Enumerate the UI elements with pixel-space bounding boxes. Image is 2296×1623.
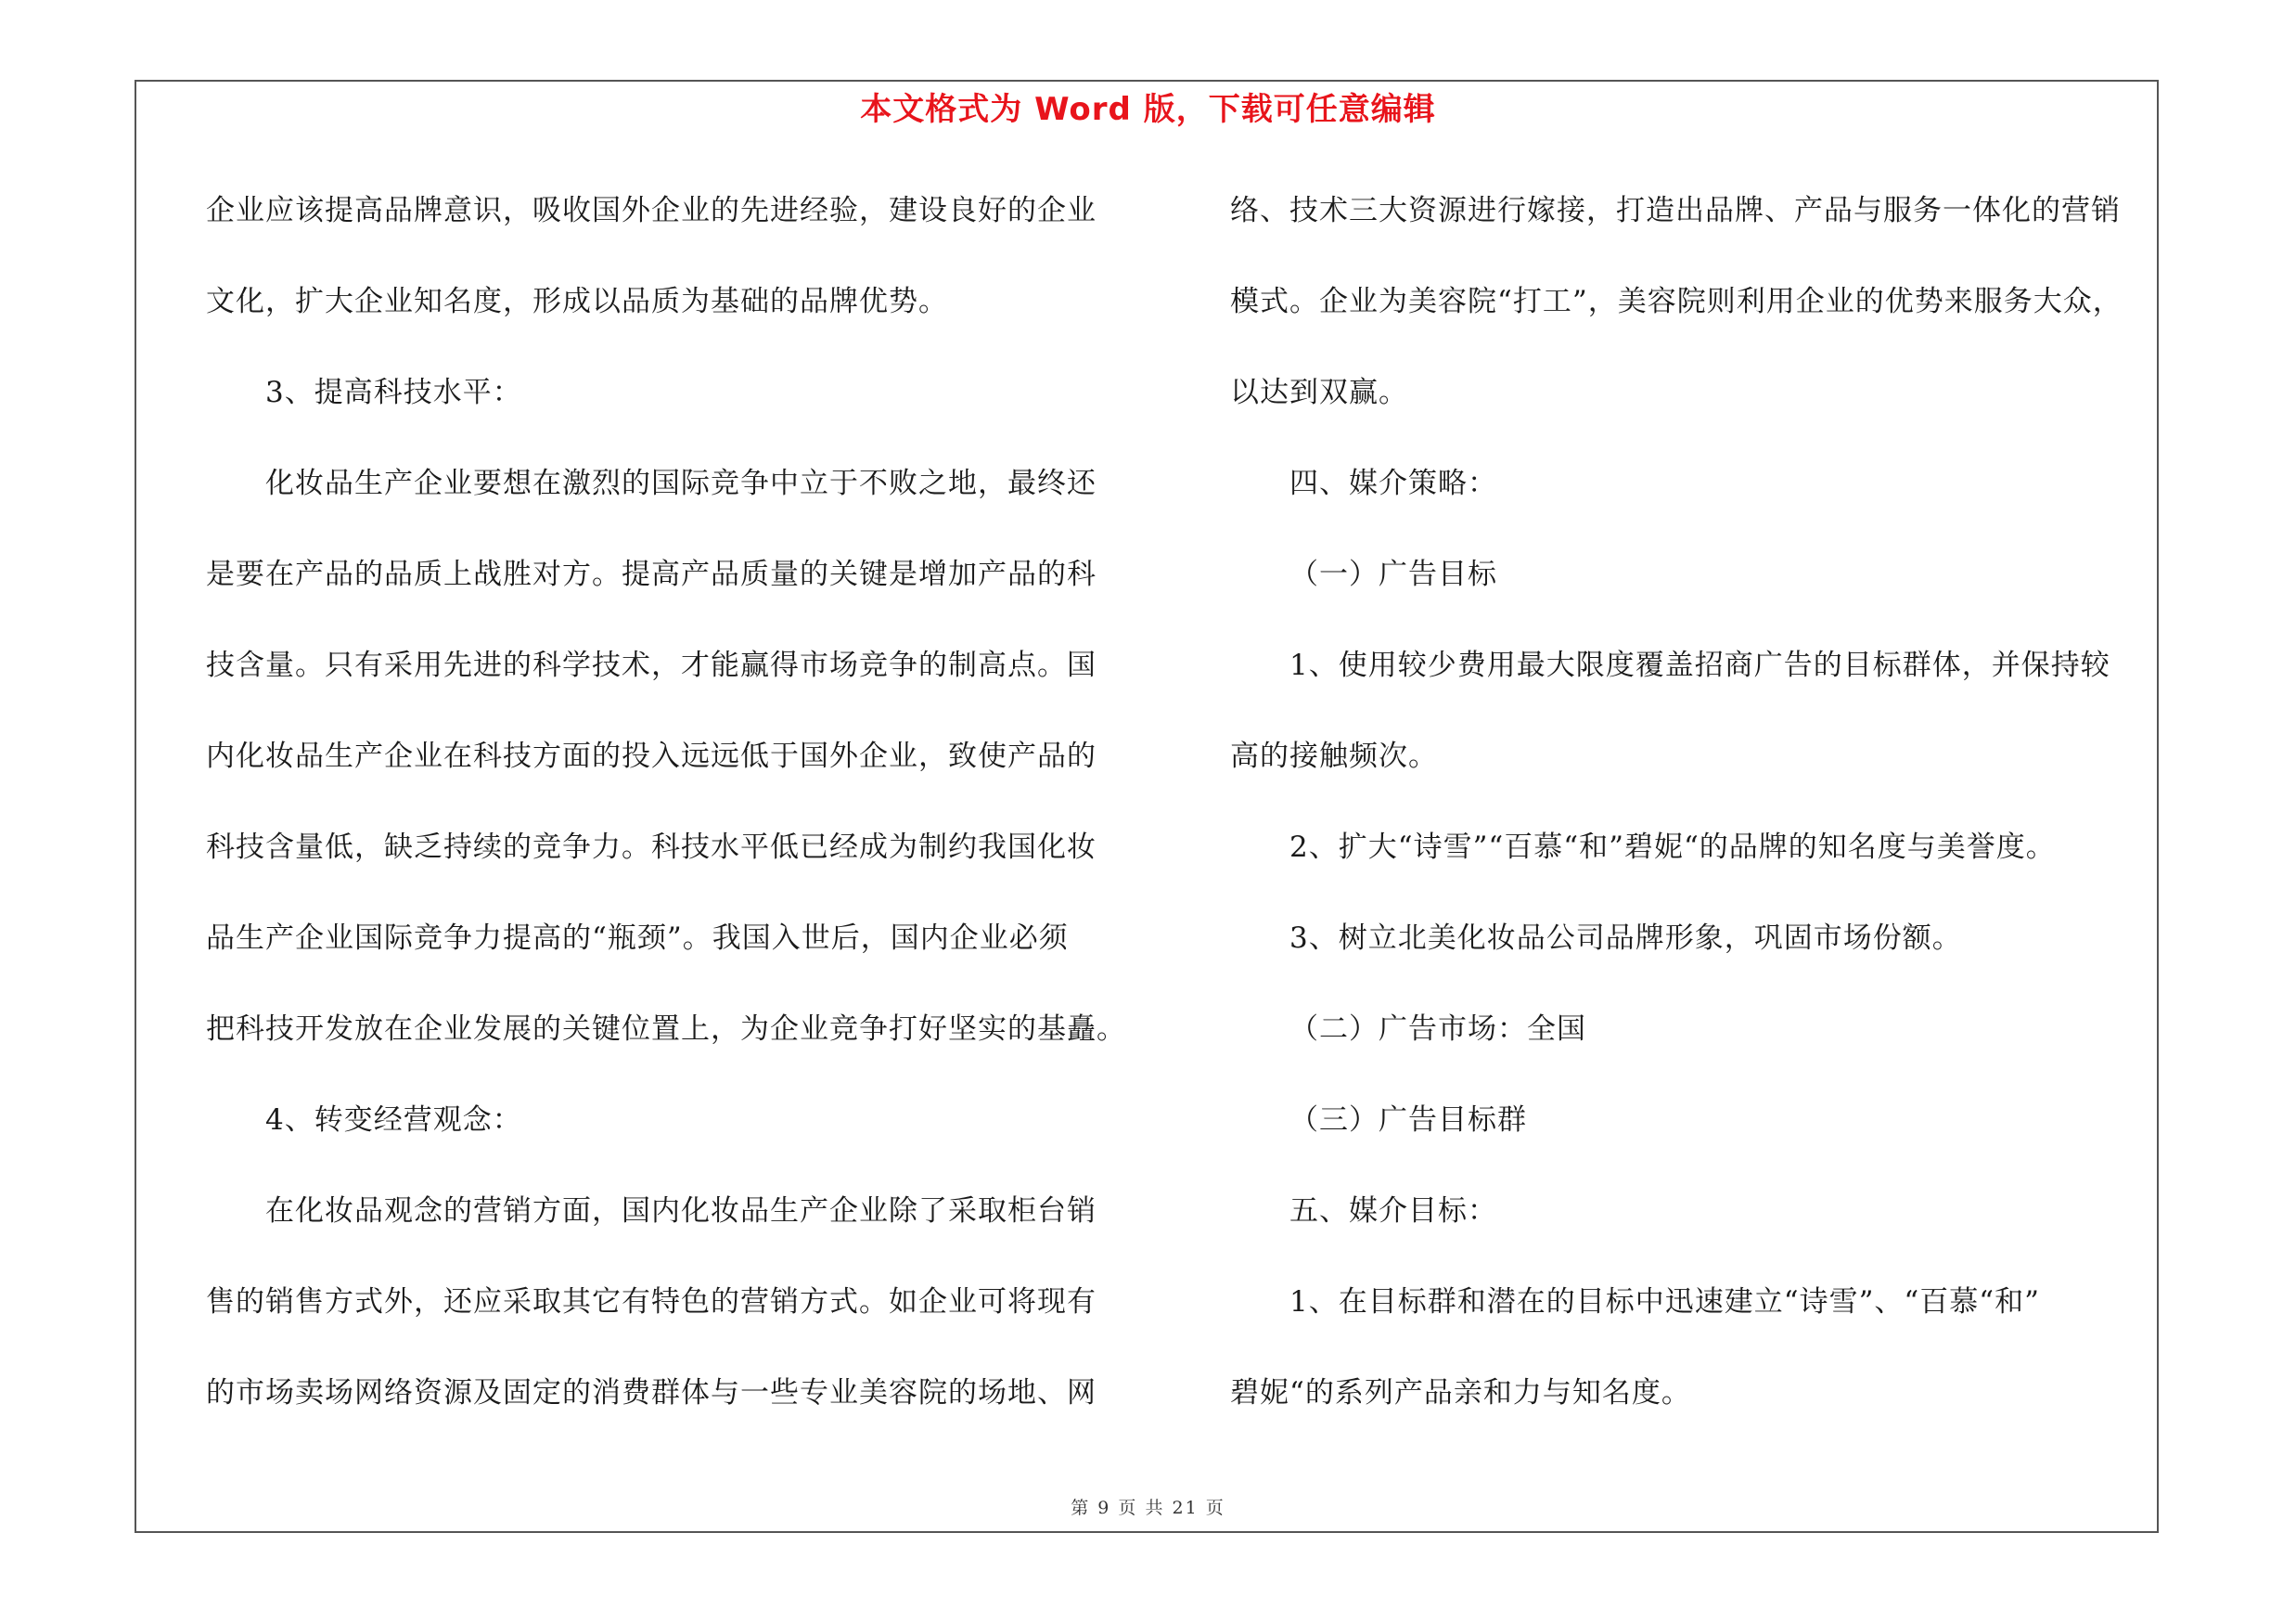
text-line: 内化妆品生产企业在科技方面的投入远远低于国外企业，致使产品的 (206, 740, 1097, 773)
list-item: 1、在目标群和潜在的目标中迅速建立“诗雪”、“百慕“和” (1289, 1285, 2040, 1319)
section-heading: 五、媒介目标： (1289, 1194, 1497, 1228)
text-line: 高的接触频次。 (1230, 740, 1438, 773)
text-line: 企业应该提高品牌意识，吸收国外企业的先进经验，建设良好的企业 (206, 194, 1097, 227)
text-line: 售的销售方式外，还应采取其它有特色的营销方式。如企业可将现有 (206, 1285, 1097, 1319)
list-item: 3、树立北美化妆品公司品牌形象，巩固市场份额。 (1289, 921, 1962, 955)
text-line: 技含量。只有采用先进的科学技术，才能赢得市场竞争的制高点。国 (206, 649, 1097, 682)
page-number: 第 9 页 共 21 页 (1071, 1498, 1225, 1518)
list-item: 1、使用较少费用最大限度覆盖招商广告的目标群体，并保持较 (1289, 649, 2110, 682)
text-line: 把科技开发放在企业发展的关键位置上，为企业竞争打好坚实的基矗。 (206, 1012, 1126, 1046)
text-line: 以达到双赢。 (1230, 376, 1408, 409)
text-line: 在化妆品观念的营销方面，国内化妆品生产企业除了采取柜台销 (265, 1194, 1097, 1228)
text-line: 是要在产品的品质上战胜对方。提高产品质量的关键是增加产品的科 (206, 558, 1097, 591)
section-heading: 四、媒介策略： (1289, 467, 1497, 500)
text-line: 化妆品生产企业要想在激烈的国际竞争中立于不败之地，最终还 (265, 467, 1097, 500)
section-heading: 3、提高科技水平： (265, 376, 522, 409)
text-line: 模式。企业为美容院“打工”，美容院则利用企业的优势来服务大众， (1230, 285, 2123, 318)
list-item: 2、扩大“诗雪”“百慕“和”碧妮“的品牌的知名度与美誉度。 (1289, 831, 2056, 864)
section-heading: 4、转变经营观念： (265, 1103, 522, 1137)
left-column (206, 182, 1143, 1455)
word-format-banner: 本文格式为 Word 版，下载可任意编辑 (860, 91, 1436, 128)
text-line: 络、技术三大资源进行嫁接，打造出品牌、产品与服务一体化的营销 (1230, 194, 2121, 227)
sub-heading: （三）广告目标群 (1289, 1103, 1527, 1137)
text-line: 品生产企业国际竞争力提高的“瓶颈”。我国入世后，国内企业必须 (206, 921, 1069, 955)
text-line: 碧妮“的系列产品亲和力与知名度。 (1230, 1376, 1691, 1410)
text-line: 科技含量低，缺乏持续的竞争力。科技水平低已经成为制约我国化妆 (206, 831, 1097, 864)
text-line: 的市场卖场网络资源及固定的消费群体与一些专业美容院的场地、网 (206, 1376, 1097, 1410)
text-line: 文化，扩大企业知名度，形成以品质为基础的品牌优势。 (206, 285, 948, 318)
sub-heading: （二）广告市场：全国 (1289, 1012, 1586, 1046)
right-column (1230, 182, 2186, 1455)
sub-heading: （一）广告目标 (1289, 558, 1497, 591)
